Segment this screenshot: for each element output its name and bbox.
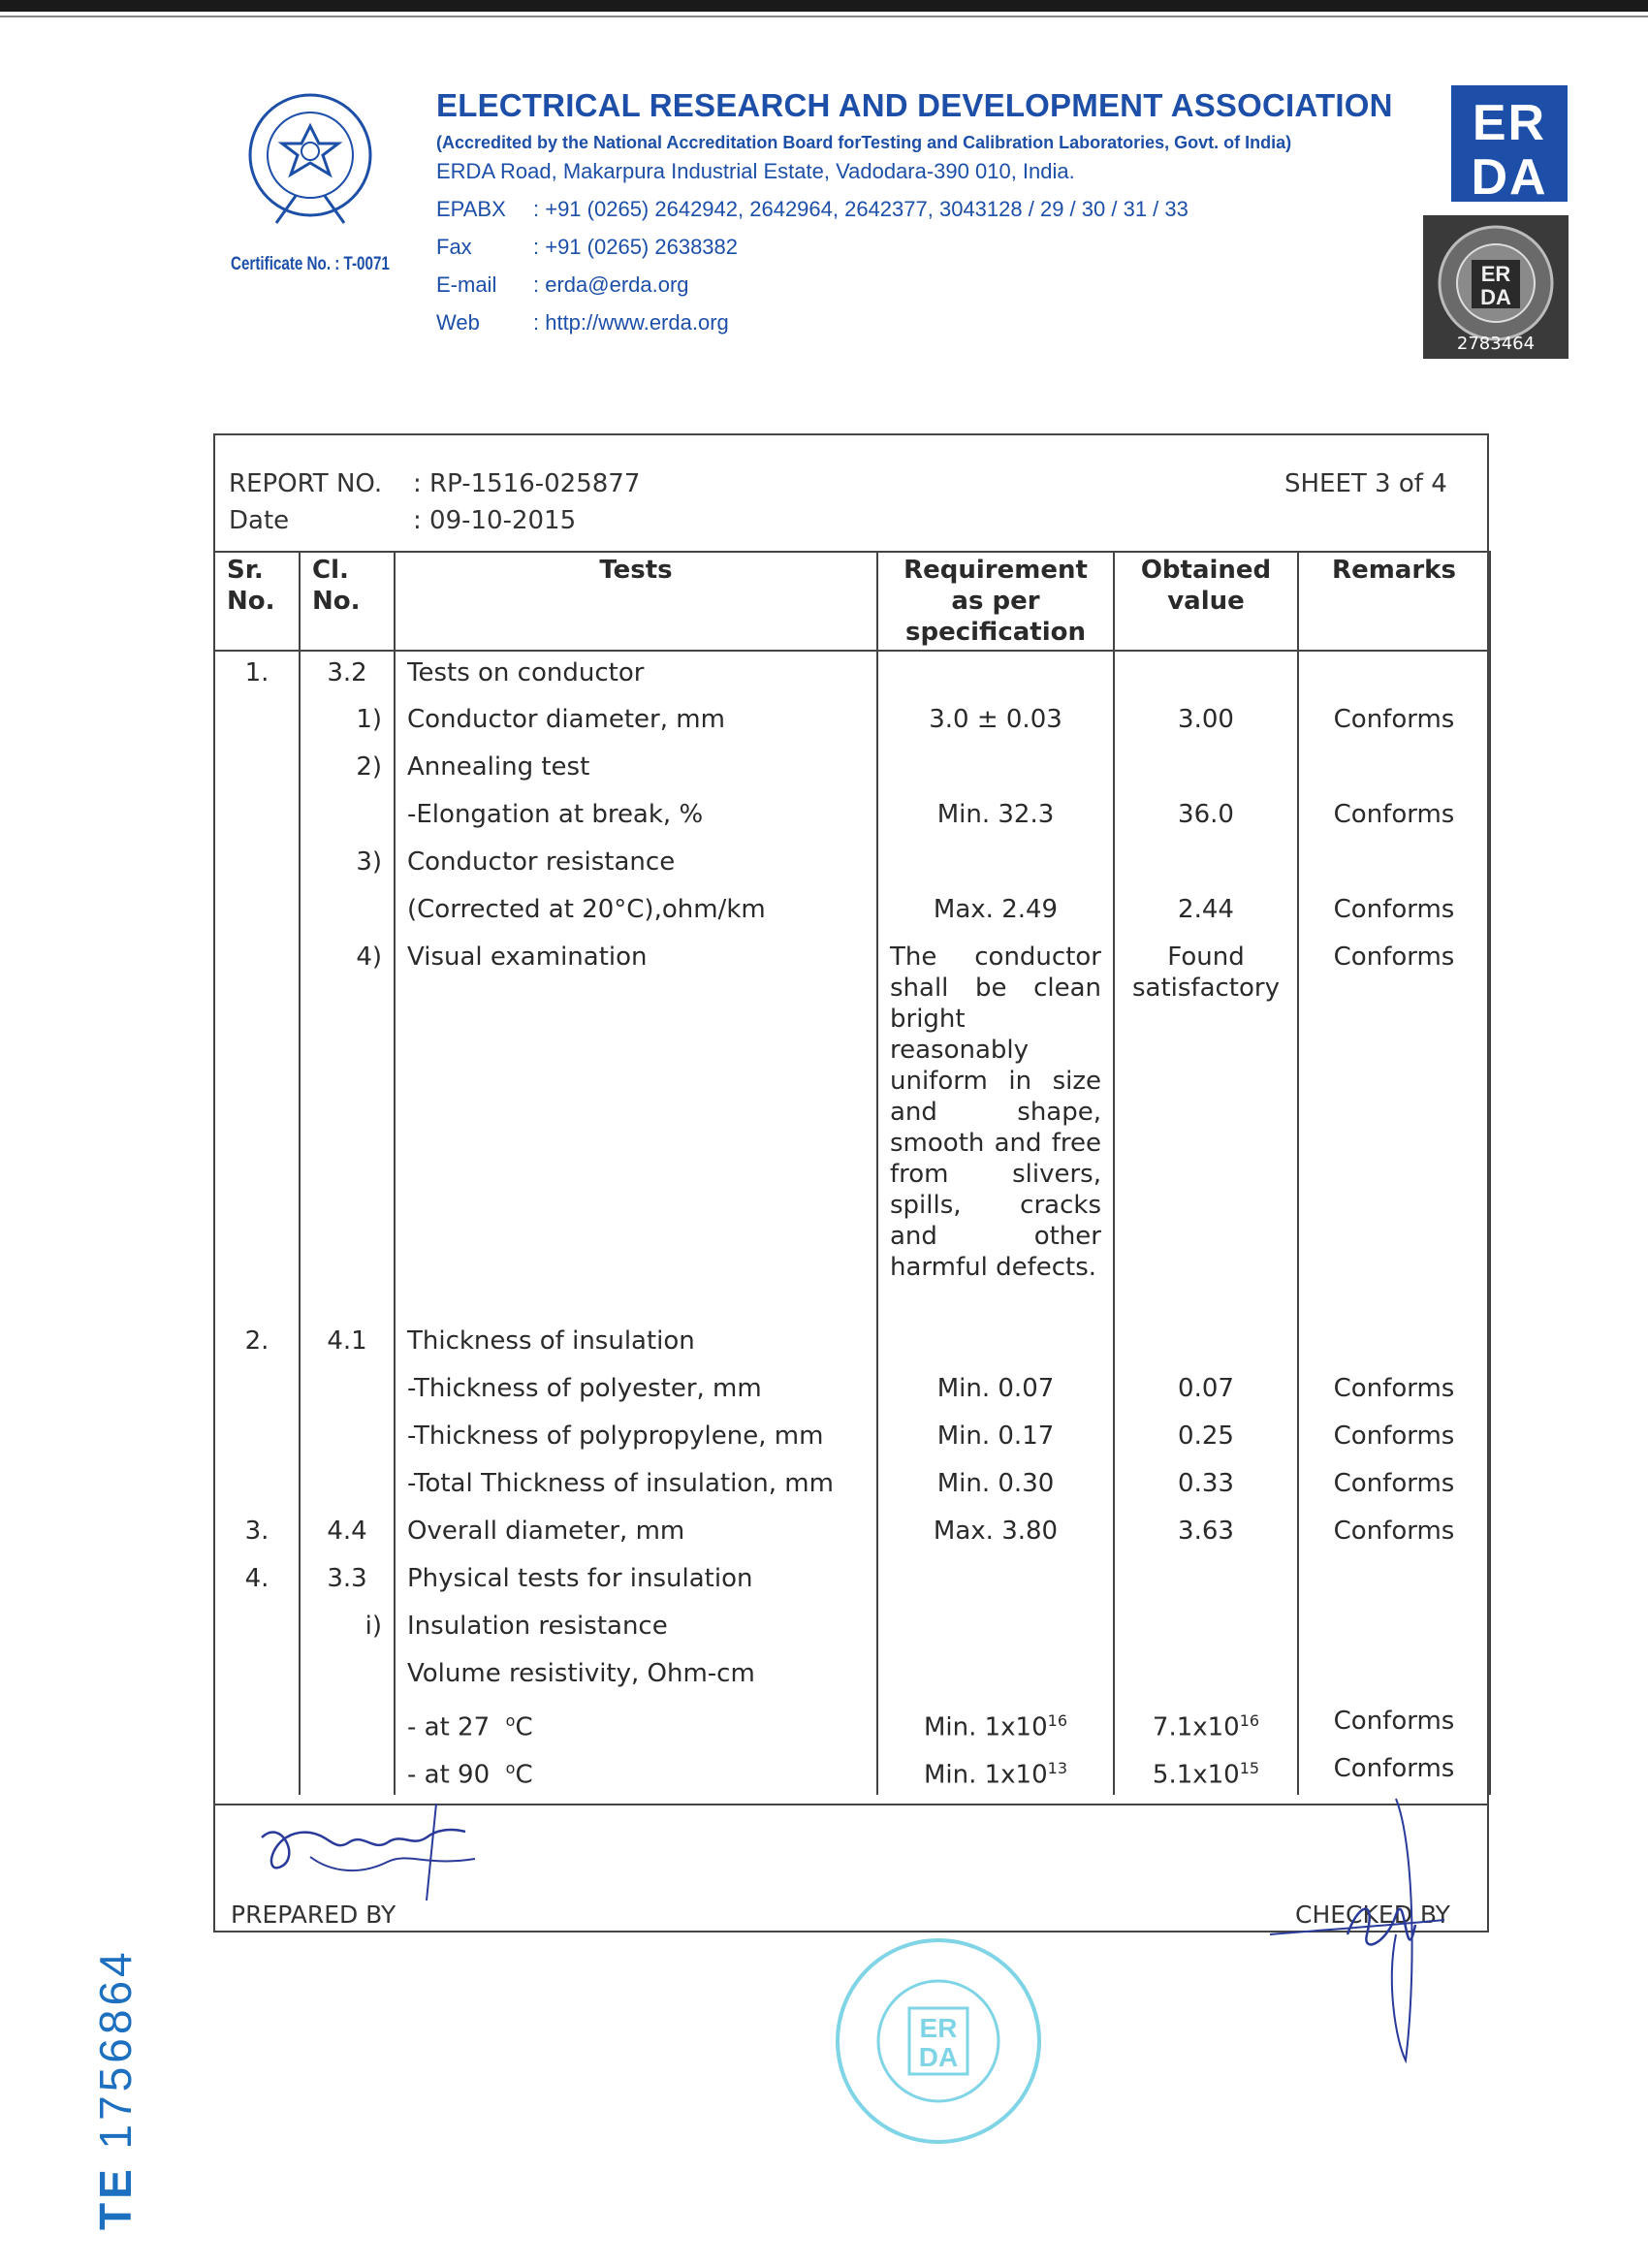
cell-req: [877, 1605, 1114, 1652]
cell-sr: [214, 1367, 300, 1415]
obt-exponent: 16: [1239, 1711, 1260, 1730]
cell-test: Thickness of insulation: [395, 1320, 877, 1367]
cell-req: [877, 1557, 1114, 1605]
cell-obt: [1114, 1557, 1298, 1605]
cell-sr: 1.: [214, 651, 300, 698]
cell-req: The conductor shall be clean bright reasonably uniform in size and shape, smooth and free from slivers, spills, cracks and other harmful defects.: [877, 936, 1114, 1320]
contact-value: : erda@erda.org: [533, 272, 689, 297]
cell-cl: 4): [300, 936, 395, 1320]
cell-cl: 2): [300, 746, 395, 793]
cell-test: Volume resistivity, Ohm-cm: [395, 1652, 877, 1700]
table-row: [214, 793, 1490, 841]
svg-text:DA: DA: [918, 2042, 959, 2072]
cell-req: Min. 0.30: [877, 1462, 1114, 1510]
cell-rem: Conforms: [1298, 1367, 1490, 1415]
cell-sr: [214, 1700, 300, 1747]
cell-cl: 3.2: [300, 651, 395, 698]
checked-by-label: CHECKED BY: [1295, 1901, 1450, 1929]
cell-req: [877, 746, 1114, 793]
cell-req: [877, 1320, 1114, 1367]
cell-obt: 0.25: [1114, 1415, 1298, 1462]
cell-obt: 3.00: [1114, 698, 1298, 746]
contact-block: [436, 159, 1188, 348]
cell-rem: Conforms: [1298, 888, 1490, 936]
svg-text:DA: DA: [1471, 149, 1548, 202]
cell-rem: Conforms: [1298, 1510, 1490, 1557]
req-exponent: 13: [1047, 1759, 1068, 1777]
svg-text:ER: ER: [1472, 95, 1547, 151]
cell-cl: [300, 1367, 395, 1415]
table-row: [214, 1510, 1490, 1557]
req-base: Min. 1x10: [923, 1760, 1048, 1790]
degree-mark: o: [505, 1711, 516, 1730]
svg-text:ER: ER: [919, 2013, 958, 2043]
cell-rem: [1298, 1652, 1490, 1700]
cell-test: Overall diameter, mm: [395, 1510, 877, 1557]
cell-test: -Thickness of polypropylene, mm: [395, 1415, 877, 1462]
table-header-row: [214, 552, 1490, 651]
cell-test: -Total Thickness of insulation, mm: [395, 1462, 877, 1510]
cell-req: [877, 651, 1114, 698]
cell-rem: [1298, 746, 1490, 793]
obt-base: 7.1x10: [1152, 1712, 1240, 1742]
hologram-number: 2783464: [1456, 334, 1536, 354]
obt-exponent: 15: [1239, 1759, 1260, 1777]
cell-obt: 0.07: [1114, 1367, 1298, 1415]
date-value: : 09-10-2015: [413, 506, 577, 535]
cell-obt: 0.33: [1114, 1462, 1298, 1510]
serial-number: [89, 1948, 142, 2230]
accreditation-emblem-icon: [238, 87, 383, 233]
contact-row-fax: [436, 235, 1188, 272]
table-row: [214, 1462, 1490, 1510]
cell-sr: [214, 1747, 300, 1795]
contact-label: EPABX: [436, 197, 506, 221]
cell-test: (Corrected at 20°C),ohm/km: [395, 888, 877, 936]
req-exponent: 16: [1047, 1711, 1068, 1730]
hologram-icon: [1423, 215, 1569, 359]
cell-sr: 2.: [214, 1320, 300, 1367]
cell-test: [395, 1747, 877, 1795]
table-row: [214, 1367, 1490, 1415]
cell-test: Physical tests for insulation: [395, 1557, 877, 1605]
cell-sr: [214, 793, 300, 841]
table-row: [214, 746, 1490, 793]
table-row: [214, 888, 1490, 936]
cell-rem: [1298, 1557, 1490, 1605]
obt-base: 5.1x10: [1152, 1760, 1240, 1790]
scan-top-edge: [0, 0, 1648, 12]
cell-rem: Conforms: [1298, 698, 1490, 746]
contact-row-epabx: [436, 197, 1188, 235]
svg-text:DA: DA: [1480, 285, 1511, 309]
cell-rem: Conforms: [1298, 1747, 1490, 1795]
temp-label: - at 27: [407, 1712, 506, 1742]
certificate-number: Certificate No. : T-0071: [231, 254, 390, 274]
table-row: [214, 1652, 1490, 1700]
cell-rem: [1298, 1605, 1490, 1652]
contact-value: : http://www.erda.org: [533, 310, 729, 335]
cell-rem: Conforms: [1298, 793, 1490, 841]
cell-test: [395, 1700, 877, 1747]
erda-logo-icon: [1451, 85, 1568, 202]
cell-obt: [1114, 1320, 1298, 1367]
table-row: [214, 1700, 1490, 1747]
table-row: [214, 936, 1490, 1320]
cell-req: [877, 1652, 1114, 1700]
table-row: [214, 1747, 1490, 1795]
contact-value: : +91 (0265) 2642942, 2642964, 2642377, 3043128 / 29 / 30 / 31 / 33: [533, 197, 1188, 221]
serial-prefix: TE: [90, 2165, 141, 2230]
cell-obt: Found satisfactory: [1114, 936, 1298, 1320]
cell-cl: [300, 1462, 395, 1510]
cell-obt: [1114, 1605, 1298, 1652]
cell-obt: [1114, 651, 1298, 698]
header-obtained-value: Obtained value: [1114, 552, 1298, 651]
cell-req: [877, 1747, 1114, 1795]
header-requirement: Requirement as per specification: [877, 552, 1114, 651]
table-row: [214, 651, 1490, 698]
cell-rem: [1298, 651, 1490, 698]
cell-sr: [214, 746, 300, 793]
cell-test: Conductor diameter, mm: [395, 698, 877, 746]
cell-obt: 3.63: [1114, 1510, 1298, 1557]
temp-unit: C: [515, 1712, 533, 1742]
header-cl-no: Cl. No.: [300, 552, 395, 651]
cell-rem: Conforms: [1298, 1462, 1490, 1510]
cell-sr: [214, 1605, 300, 1652]
date-label: Date: [229, 506, 290, 535]
cell-rem: [1298, 1320, 1490, 1367]
cell-sr: [214, 698, 300, 746]
cell-cl: [300, 1700, 395, 1747]
contact-value: : +91 (0265) 2638382: [533, 235, 739, 259]
cell-req: [877, 1700, 1114, 1747]
cell-cl: [300, 1652, 395, 1700]
table-row: [214, 841, 1490, 888]
header-tests: Tests: [395, 552, 877, 651]
header-sr-no: Sr. No.: [214, 552, 300, 651]
cell-req: Min. 0.07: [877, 1367, 1114, 1415]
cell-cl: i): [300, 1605, 395, 1652]
degree-mark: o: [505, 1759, 516, 1777]
test-results-table: [213, 551, 1491, 1795]
preparer-signature-icon: [242, 1799, 494, 1905]
cell-rem: [1298, 841, 1490, 888]
cell-req: Max. 3.80: [877, 1510, 1114, 1557]
cell-test: Tests on conductor: [395, 651, 877, 698]
header-remarks: Remarks: [1298, 552, 1490, 651]
cell-req: [877, 841, 1114, 888]
table-row: [214, 1605, 1490, 1652]
cell-sr: [214, 1462, 300, 1510]
organization-name: ELECTRICAL RESEARCH AND DEVELOPMENT ASSOCIATION: [436, 87, 1393, 123]
serial-value: 1756864: [90, 1948, 141, 2150]
cell-cl: 1): [300, 698, 395, 746]
cell-sr: [214, 1415, 300, 1462]
section-stamp-icon: [832, 1934, 1045, 2148]
table-row: [214, 1415, 1490, 1462]
cell-cl: 4.1: [300, 1320, 395, 1367]
cell-cl: 4.4: [300, 1510, 395, 1557]
table-row: [214, 1557, 1490, 1605]
cell-sr: 3.: [214, 1510, 300, 1557]
cell-obt: 36.0: [1114, 793, 1298, 841]
cell-test: Visual examination: [395, 936, 877, 1320]
contact-row-email: [436, 272, 1188, 310]
cell-req: Max. 2.49: [877, 888, 1114, 936]
cell-req: Min. 32.3: [877, 793, 1114, 841]
cell-sr: [214, 841, 300, 888]
cell-req: Min. 0.17: [877, 1415, 1114, 1462]
req-base: Min. 1x10: [923, 1712, 1048, 1742]
cell-cl: 3): [300, 841, 395, 888]
sheet-number: SHEET 3 of 4: [1284, 469, 1447, 498]
prepared-by-label: PREPARED BY: [231, 1901, 396, 1929]
contact-label: Fax: [436, 235, 472, 259]
cell-test: Insulation resistance: [395, 1605, 877, 1652]
accreditation-line: (Accredited by the National Accreditation Board forTesting and Calibration Laboratories, Govt. of India): [436, 133, 1292, 152]
contact-row-web: [436, 310, 1188, 348]
temp-label: - at 90: [407, 1760, 506, 1790]
cell-sr: [214, 1652, 300, 1700]
cell-obt: [1114, 1652, 1298, 1700]
table-row: [214, 698, 1490, 746]
cell-obt: [1114, 1747, 1298, 1795]
cell-sr: 4.: [214, 1557, 300, 1605]
cell-sr: [214, 936, 300, 1320]
cell-req: 3.0 ± 0.03: [877, 698, 1114, 746]
cell-obt: 2.44: [1114, 888, 1298, 936]
address-line: ERDA Road, Makarpura Industrial Estate, Vadodara-390 010, India.: [436, 159, 1075, 183]
contact-label: Web: [436, 310, 480, 335]
contact-label: E-mail: [436, 272, 497, 297]
cell-cl: [300, 888, 395, 936]
cell-obt: [1114, 1700, 1298, 1747]
cell-cl: [300, 1747, 395, 1795]
temp-unit: C: [515, 1760, 533, 1790]
cell-test: -Thickness of polyester, mm: [395, 1367, 877, 1415]
cell-obt: [1114, 841, 1298, 888]
cell-test: Annealing test: [395, 746, 877, 793]
cell-rem: Conforms: [1298, 1700, 1490, 1747]
cell-cl: [300, 793, 395, 841]
cell-test: -Elongation at break, %: [395, 793, 877, 841]
hologram-seal: [1423, 215, 1569, 359]
table-row: [214, 1320, 1490, 1367]
cell-obt: [1114, 746, 1298, 793]
cell-rem: Conforms: [1298, 1415, 1490, 1462]
cell-cl: [300, 1415, 395, 1462]
report-no-value: : RP-1516-025877: [413, 469, 641, 498]
report-no-label: REPORT NO.: [229, 469, 383, 498]
checker-signature-icon: [1251, 1789, 1474, 2070]
svg-text:ER: ER: [1480, 262, 1511, 286]
scan-top-line: [0, 16, 1648, 17]
cell-cl: 3.3: [300, 1557, 395, 1605]
cell-sr: [214, 888, 300, 936]
cell-test: Conductor resistance: [395, 841, 877, 888]
cell-rem: Conforms: [1298, 936, 1490, 1320]
